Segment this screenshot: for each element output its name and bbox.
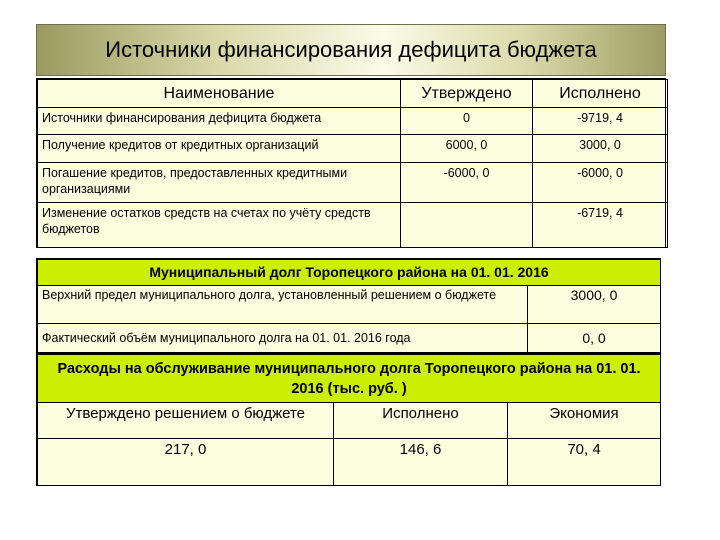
table-row (38, 324, 661, 353)
row-name: Изменение остатков средств на счетах по учёту средств бюджетов (38, 203, 401, 248)
row-executed: -9719, 4 (533, 108, 668, 135)
expenses-header-approved: Утверждено решением о бюджете (38, 403, 334, 439)
table-row (38, 286, 661, 324)
row-approved: -6000, 0 (401, 163, 533, 203)
debt-label: Фактический объём муниципального долга на 01. 01. 2016 года (38, 324, 528, 353)
row-approved (401, 203, 533, 248)
expenses-savings-value: 70, 4 (508, 439, 661, 486)
row-name: Погашение кредитов, предоставленных кредитными организациями (38, 163, 401, 203)
table-row (38, 163, 668, 203)
expenses-header-executed: Исполнено (334, 403, 508, 439)
header-name: Наименование (38, 80, 401, 108)
header-approved: Утверждено (401, 80, 533, 108)
row-executed: -6719, 4 (533, 203, 668, 248)
debt-heading: Муниципальный долг Торопецкого района на 01. 01. 2016 (38, 260, 661, 286)
row-executed: 3000, 0 (533, 135, 668, 163)
table-row (38, 108, 668, 135)
table-row (38, 439, 661, 486)
expenses-header-savings: Экономия (508, 403, 661, 439)
debt-value: 0, 0 (528, 324, 661, 353)
table-row (38, 135, 668, 163)
row-executed: -6000, 0 (533, 163, 668, 203)
expenses-approved-value: 217, 0 (38, 439, 334, 486)
expenses-heading: Расходы на обслуживание муниципального долга Торопецкого района на 01. 01. 2016 (тыс. руб. ) (38, 355, 661, 403)
debt-label: Верхний предел муниципального долга, установленный решением о бюджете (38, 286, 528, 324)
row-approved: 6000, 0 (401, 135, 533, 163)
debt-table (36, 258, 661, 353)
row-name: Источники финансирования дефицита бюджета (38, 108, 401, 135)
table-row (38, 203, 668, 248)
expenses-table (36, 353, 661, 486)
slide-title (36, 24, 666, 76)
header-executed: Исполнено (533, 80, 668, 108)
expenses-executed-value: 146, 6 (334, 439, 508, 486)
row-approved: 0 (401, 108, 533, 135)
row-name: Получение кредитов от кредитных организаций (38, 135, 401, 163)
title-text: Источники финансирования дефицита бюджета (105, 37, 597, 62)
sources-table (36, 78, 666, 248)
debt-value: 3000, 0 (528, 286, 661, 324)
